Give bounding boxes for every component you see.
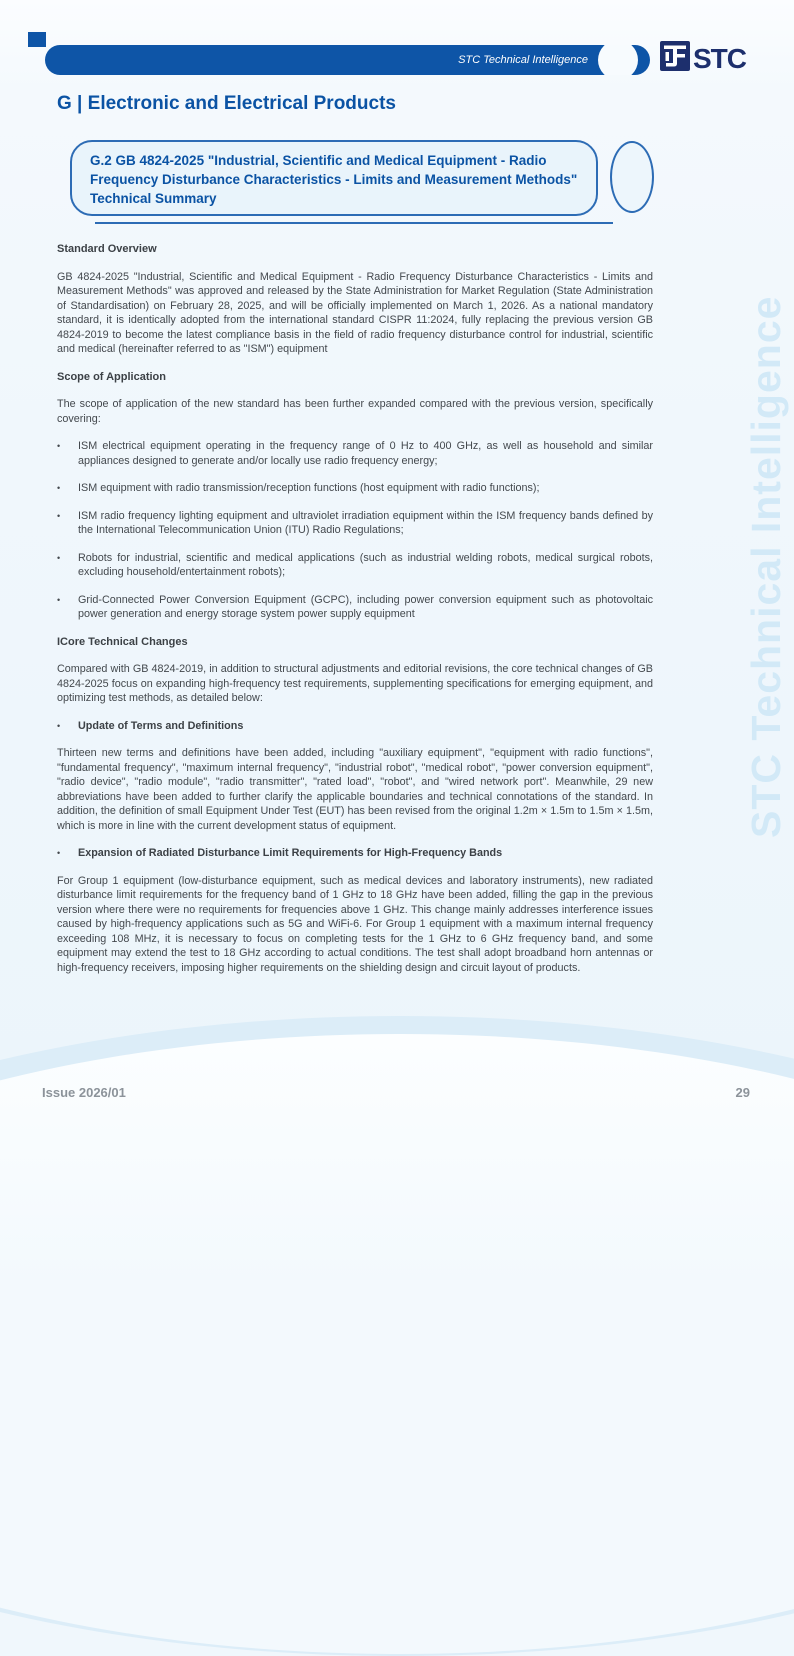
stc-logo [660,41,746,76]
sub-heading-text: Update of Terms and Definitions [78,719,244,732]
bullet-icon: • [57,510,61,521]
bottom-curve-dome [0,1034,794,1654]
bullet-icon: • [57,552,61,563]
bullet-icon: • [57,848,61,858]
paragraph-scope-intro: The scope of application of the new standard has been further expanded compared with the previous version, specifically covering: [57,398,653,425]
list-item [57,551,653,580]
sub-heading-text: Expansion of Radiated Disturbance Limit Requirements for High-Frequency Bands [78,847,503,859]
footer-issue-label: Issue 2026/01 [42,1085,126,1100]
bullet-text: ISM equipment with radio transmission/reception functions (host equipment with radio functions); [78,482,540,494]
paragraph-radiated-limits: For Group 1 equipment (low-disturbance equipment, such as medical devices and laboratory instruments), new radiated disturbance limit requirements for the frequency band of 1 GHz to 18 GHz have been added, filling the gap in the previous version where there were no requirements for frequencies above 1 GHz. This change mainly addresses interference issues caused by high-frequency applications such as 5G and WiFi-6. For Group 1 equipment with a maximum internal frequency exceeding 108 MHz, it is necessary to focus on completing tests for the 1 GHz to 6 GHz frequency band, and some equipment may extend the test to 18 GHz according to actual conditions. The test shall adopt broadband horn antennas or high-frequency receivers, imposing higher requirements on the shielding design and circuit layout of products. [57,874,653,974]
heading-standard-overview: Standard Overview [57,243,157,255]
page-title: G | Electronic and Electrical Products [57,93,396,114]
header-bar-notch [598,45,638,75]
heading-core-technical-changes: ICore Technical Changes [57,635,188,648]
summary-underline [95,222,613,224]
header-bar [45,45,650,75]
paragraph-changes-intro: Compared with GB 4824-2019, in addition to structural adjustments and editorial revisions, the core technical changes of GB 4824-2025 focus on expanding high-frequency test requirements, supplementing specifications for emerging equipment, and optimizing test methods, as detailed below: [57,663,653,704]
list-item [57,481,653,496]
list-item [57,509,653,538]
corner-accent-square [28,32,46,47]
summary-title-text: G.2 GB 4824-2025 "Industrial, Scientific and Medical Equipment - Radio Frequency Disturbance Characteristics - Limits and Measurement Methods" Technical Summary [90,153,578,206]
bullet-text: Grid-Connected Power Conversion Equipment (GCPC), including power conversion equipment such as photovoltaic power generation and energy storage system power supply equipment [78,593,653,620]
decorative-ellipse [610,141,654,213]
paragraph-overview: GB 4824-2025 "Industrial, Scientific and Medical Equipment - Radio Frequency Disturbance Characteristics - Limits and Measurement Methods" was approved and released by the State Administration for Market Regulation (State Administration of Standardisation) on February 28, 2025, and will be officially implemented on March 1, 2026. As a national mandatory standard, it is identically adopted from the international standard CISPR 11:2024, fully replacing the previous version GB 4824-2019 to become the latest compliance basis in the field of radio frequency disturbance control for industrial, scientific and medical (hereinafter referred to as "ISM") equipment [57,270,653,355]
bullet-text: ISM electrical equipment operating in the frequency range of 0 Hz to 400 GHz, as well as household and similar appliances designed to generate and/or locally use radio frequency energy; [78,440,653,467]
bullet-text: Robots for industrial, scientific and medical applications (such as industrial welding robots, medical surgical robots, excluding household/entertainment robots); [78,551,653,578]
bullet-icon: • [57,441,61,451]
stc-logo-text: STC [693,42,746,74]
stc-logo-icon [660,41,690,76]
summary-title-box [70,140,598,216]
vertical-watermark: STC Technical Intelligence [743,295,789,838]
header-bar-title: STC Technical Intelligence [458,54,588,66]
paragraph-terms-definitions: Thirteen new terms and definitions have been added, including "auxiliary equipment", "equipment with radio functions", "fundamental frequency", "maximum internal frequency", "industrial robot", "medical robot", "power conversion equipment", "radio device", "radio module", "radio transmitter", "rated load", "robot", and "wired network port". Meanwhile, 29 new abbreviations have been added to further clarify the applicable boundaries and technical connotations of the standard. In addition, the definition of small Equipment Under Test (EUT) has been revised from the original 1.2m × 1.5m to 1.5m × 1.5m, which is more in line with the current development status of equipment. [57,747,653,832]
sub-heading-terms-definitions [57,719,653,734]
heading-scope-of-application: Scope of Application [57,370,166,383]
bullet-icon: • [57,594,61,605]
bullet-text: ISM radio frequency lighting equipment and ultraviolet irradiation equipment within the ISM frequency bands defined by the International Telecommunication Union (ITU) Radio Regulations; [78,509,653,536]
footer-page-number: 29 [735,1085,750,1100]
bullet-icon: • [57,720,61,731]
list-item [57,439,653,468]
document-body [57,242,653,988]
list-item [57,593,653,622]
sub-heading-radiated-limits [57,846,653,861]
bullet-icon: • [57,483,61,493]
